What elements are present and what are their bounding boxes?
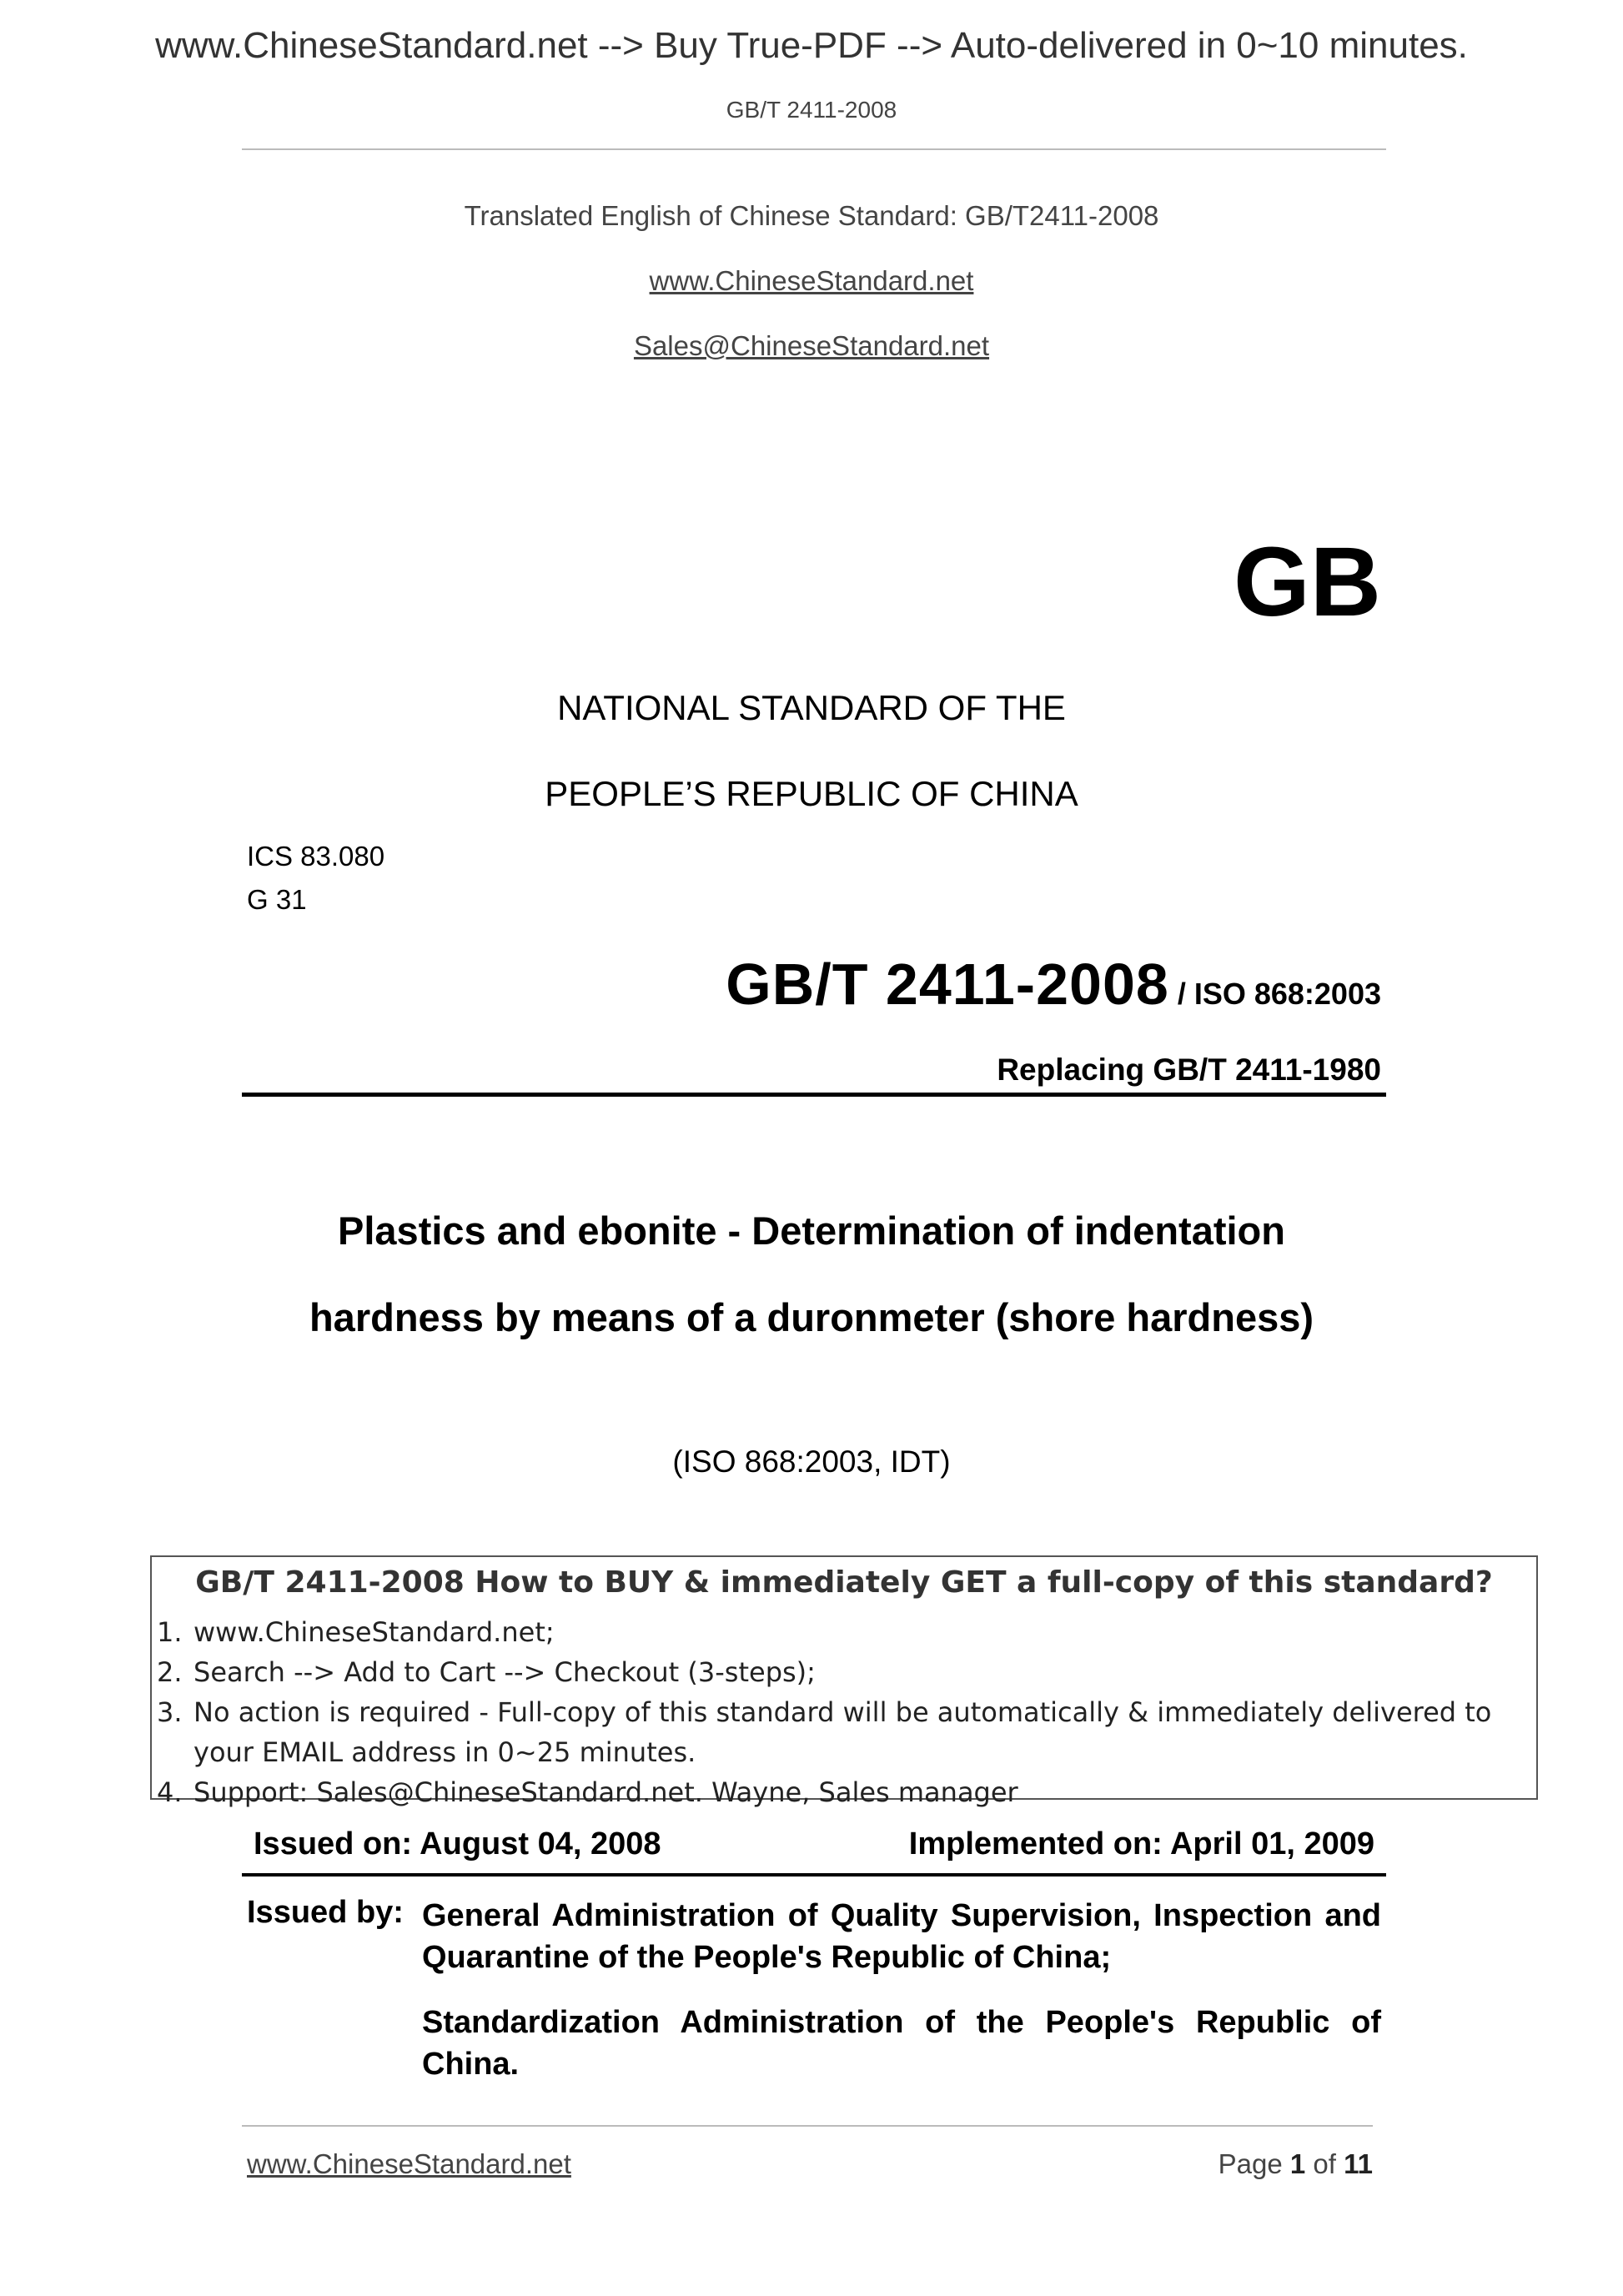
list-item — [157, 1692, 1491, 1732]
dates-divider — [242, 1873, 1386, 1876]
translation-note: Translated English of Chinese Standard: GB/T2411-2008 — [464, 200, 1159, 231]
ccs-code: G 31 — [247, 884, 307, 915]
list-item — [157, 1652, 1491, 1692]
list-item — [157, 1732, 1491, 1772]
page-current: 1 — [1289, 2148, 1306, 2179]
footer-website-link[interactable]: www.ChineseStandard.net — [247, 2148, 571, 2179]
page-of-label: of — [1305, 2148, 1344, 2179]
implemented-on: Implemented on: April 01, 2009 — [908, 1826, 1374, 1861]
document-title-line1: Plastics and ebonite - Determination of indentation — [338, 1208, 1285, 1253]
buy-box-heading: GB/T 2411-2008 How to BUY & immediately GET a full-copy of this standard? — [195, 1565, 1493, 1600]
gb-logo: GB — [1234, 527, 1381, 637]
issued-on: Issued on: August 04, 2008 — [254, 1826, 661, 1861]
step-number: 4. — [157, 1776, 183, 1808]
buy-steps-list — [157, 1612, 1491, 1812]
promo-banner: www.ChineseStandard.net --> Buy True-PDF --> Auto-delivered in 0~10 minutes. — [155, 25, 1468, 66]
running-head: GB/T 2411-2008 — [726, 97, 897, 123]
step-number: 2. — [157, 1656, 183, 1688]
national-standard-line1: NATIONAL STANDARD OF THE — [557, 688, 1066, 727]
page-total: 11 — [1344, 2148, 1373, 2179]
buy-instructions-box — [150, 1555, 1538, 1808]
header-divider — [242, 148, 1386, 150]
step-text: Support: Sales@ChineseStandard.net. Wayne, Sales manager — [193, 1776, 1018, 1808]
standard-code: GB/T 2411-2008 — [726, 952, 1169, 1017]
step-text: No action is required - Full-copy of this standard will be automatically & immediately delivered to — [193, 1696, 1492, 1728]
issued-by-label: Issued by: — [247, 1895, 404, 1930]
iso-equivalent: / ISO 868:2003 — [1168, 977, 1381, 1011]
issuer-1: General Administration of Quality Supervision, Inspection and Quarantine of the People's Republic of China; — [422, 1898, 1381, 1975]
email-link-wrap — [0, 330, 1623, 362]
email-link[interactable]: Sales@ChineseStandard.net — [633, 330, 990, 361]
website-link-wrap — [0, 265, 1623, 297]
national-standard-line2: PEOPLE’S REPUBLIC OF CHINA — [545, 774, 1078, 813]
replacing-note: Replacing GB/T 2411-1980 — [997, 1053, 1381, 1087]
issuer-2: Standardization Administration of the People's Republic of China. — [422, 2005, 1381, 2082]
document-title-line2: hardness by means of a duronmeter (shore hardness) — [309, 1295, 1314, 1339]
standard-number — [726, 951, 1381, 1017]
footer-divider — [242, 2125, 1373, 2127]
page-number — [1219, 2148, 1373, 2180]
step-number: 1. — [157, 1616, 183, 1648]
step-text[interactable]: www.ChineseStandard.net; — [193, 1616, 555, 1648]
list-item — [157, 1772, 1491, 1812]
step-text: your EMAIL address in 0~25 minutes. — [193, 1736, 696, 1768]
list-item — [157, 1612, 1491, 1652]
page-label: Page — [1218, 2148, 1290, 2179]
ics-code: ICS 83.080 — [247, 841, 385, 872]
title-divider — [242, 1093, 1386, 1097]
step-number: 3. — [157, 1696, 183, 1728]
step-text: Search --> Add to Cart --> Checkout (3-steps); — [193, 1656, 816, 1688]
adoption-note: (ISO 868:2003, IDT) — [672, 1444, 951, 1479]
dates-row — [242, 1826, 1386, 1873]
website-link[interactable]: www.ChineseStandard.net — [649, 265, 974, 296]
